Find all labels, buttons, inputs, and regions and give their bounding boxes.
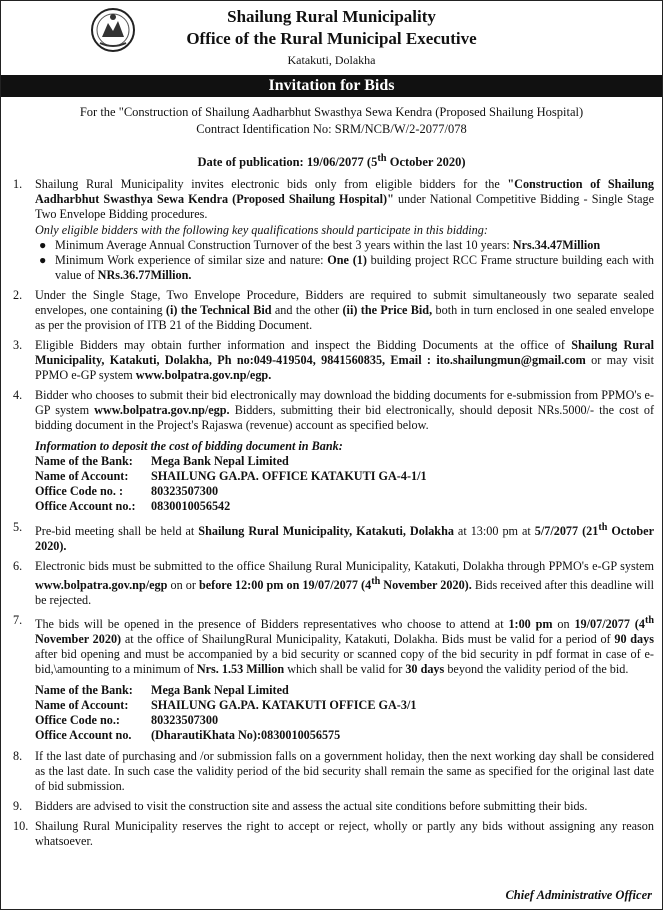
text-items-i5_sup: th: [598, 522, 608, 533]
text-items-i7_h: after bid opening and must be accompanied by a bid security or scanned copy of the bid security in pdf format in case of e-bid,\amounting to a minimum of: [35, 647, 654, 677]
text-items-i7_e: November 2020): [35, 632, 122, 647]
contract-id: Contract Identification No: SRM/NCB/W/2-2077/078: [196, 122, 467, 136]
text-items-i3_d: www.bolpatra.gov.np/egp.: [135, 368, 272, 382]
text-items-i6_c: on or: [167, 578, 199, 593]
clause-3: [13, 338, 654, 383]
text-bank2-rows-1-label: Name of Account:: [35, 698, 129, 713]
text-bank1-rows-0-value: Mega Bank Nepal Limited: [151, 454, 289, 468]
office-subtitle: Office of the Rural Municipal Executive: [186, 29, 477, 48]
qualification-1: ● Minimum Average Annual Construction Turnover of the best 3 years within the last 10 years: Nrs.34.47Million: [39, 238, 601, 252]
text-items-i6_a: Electronic bids must be submitted to the office Shailung Rural Municipality, Katakuti, Dolakha through PPMO's e-GP system: [35, 559, 654, 574]
text-items-i4_a: Bidder who chooses to submit their bid electronically may download the bidding documents for e-submission from PPMO's e-GP system: [35, 388, 654, 417]
text-bank1-rows-3-value: 0830010056542: [151, 499, 231, 513]
text-items-i1_bul2_b: One (1): [327, 253, 367, 267]
text-items-i3_a: Eligible Bidders may obtain further information and inspect the Bidding Documents at the office of: [35, 338, 572, 352]
text-items-i7_k: 30 days: [405, 662, 445, 677]
text-bank2-rows-0-value: Mega Bank Nepal Limited: [151, 683, 289, 698]
bank-row: [35, 683, 654, 698]
text-bank1-rows-1-value: SHAILUNG GA.PA. OFFICE KATAKUTI GA-4-1/1: [151, 469, 427, 483]
text-items-i5_c: at 13:00 pm at: [453, 524, 535, 539]
text-items-i7_a: The bids will be opened in the presence of Bidders representatives who choose to attend at: [35, 617, 509, 632]
publication-date: [1, 153, 662, 170]
text-items-i1_bul1_a: Minimum Average Annual Construction Turnover of the best 3 years within the last 10 years:: [55, 238, 513, 252]
bank-row: [35, 469, 654, 484]
intro: [1, 104, 662, 138]
text-items-i7_c: on: [552, 617, 575, 632]
notice-body: [13, 177, 654, 854]
text-bank2-rows-1-value: SHAILUNG GA.PA. KATAKUTI OFFICE GA-3/1: [151, 698, 417, 713]
qualification-2: ● Minimum Work experience of similar size and nature: One (1) building project RCC Frame structure building each with value of NRs.36.77Million.: [39, 253, 654, 282]
bank-row: [35, 728, 654, 743]
bank-info-heading: Information to deposit the cost of bidding document in Bank:: [35, 439, 343, 453]
text-items-i7_g: 90 days: [614, 632, 654, 647]
text-items-i4_b: www.bolpatra.gov.np/egp.: [94, 403, 230, 417]
text-items-i5_b: Shailung Rural Municipality, Katakuti, Dolakha: [198, 524, 454, 539]
text-items-i5_num: 5.: [13, 520, 23, 534]
clause-10: [13, 819, 654, 849]
text-items-i7_f: at the office of ShailungRural Municipality, Katakuti, Dolakha. Bids must be valid for a period of: [121, 632, 615, 647]
header: [1, 1, 662, 75]
text-bank2-rows-2-value: 80323507300: [151, 713, 219, 728]
bank-row: [35, 713, 654, 728]
text-items-i4_num: 4.: [13, 388, 23, 402]
clause-5: [13, 520, 654, 554]
text-items-i2_e: both in turn enclosed in one sealed envelope as per the provision of ITB 21 of the Bidding Document.: [35, 303, 654, 332]
text-items-i7_b: 1:00 pm: [508, 617, 553, 632]
office-title: Shailung Rural Municipality: [227, 7, 436, 26]
text-items-i5_d: 5/7/2077 (21: [534, 524, 599, 539]
clause-9: [13, 799, 654, 814]
text-items-i2_b: (i) the Technical Bid: [165, 303, 272, 317]
text-items-i3_b: Shailung Rural Municipality, Katakuti, Dolakha, Ph no:049-419504, 9841560835, Email : ito.shailungmun@gmail.com: [35, 338, 654, 367]
text-items-i6_num: 6.: [13, 559, 23, 574]
text-bank1-rows-1-label: Name of Account:: [35, 469, 129, 483]
text-items-i1_bul2_c: building project RCC Frame structure building each with value of: [55, 253, 654, 282]
text-items-i1_a: Shailung Rural Municipality invites electronic bids only from eligible bidders for the: [35, 177, 508, 191]
text-items-i6_f: Bids received after this deadline will be rejected.: [35, 578, 655, 608]
text-items-i6_b: www.bolpatra.gov.np/egp: [35, 578, 168, 593]
project-title: For the "Construction of Shailung Aadharbhut Swasthya Sewa Kendra (Proposed Shailung Hospital): [79, 105, 584, 119]
bank-row: [35, 698, 654, 713]
text-items-i4_c: Bidders, submitting their bid electronically, should deposit NRs.5000/- the cost of bidding document in the Project's Rajaswa (revenue) account as specified below.: [35, 403, 654, 432]
text-items-i1_b: "Construction of Shailung Aadharbhut Swasthya Sewa Kendra (Proposed Shailung Hospital)": [35, 177, 654, 206]
text-bank1-rows-0-label: Name of the Bank:: [35, 454, 133, 468]
text-items-i10_num: 10.: [13, 819, 29, 834]
text-items-i9: Bidders are advised to visit the construction site and assess the actual site conditions before submitting their bids.: [35, 799, 588, 814]
text-items-i2_a: Under the Single Stage, Two Envelope Procedure, Bidders are required to submit simultaneously two separate sealed envelopes, one containing: [35, 288, 654, 317]
text-items-i6_d: before 12:00 pm on 19/07/2077 (4: [198, 578, 372, 593]
text-items-i7_sup: th: [644, 615, 654, 627]
text-bank1-rows-2-label: Office Code no. :: [35, 484, 124, 498]
text-intro-date_sup: th: [377, 153, 387, 164]
text-items-i1_num: 1.: [13, 177, 23, 191]
bank-info-1: [35, 439, 654, 514]
office-location: Katakuti, Dolakha: [287, 53, 376, 67]
text-items-i1_bul1_b: Nrs.34.47Million: [512, 238, 601, 252]
text-items-i6_sup: th: [371, 576, 381, 588]
text-items-i7_d: 19/07/2077 (4: [574, 617, 645, 632]
bank-row: [35, 484, 654, 499]
text-items-i1_c: under National Competitive Bidding - Single Stage Two Envelope Bidding procedures.: [35, 192, 655, 221]
bank-row: [35, 454, 654, 469]
text-bank2-rows-3-value: (DharautiKhata No):0830010056575: [151, 728, 341, 743]
clause-2: [13, 288, 654, 333]
text-items-i9_num: 9.: [13, 799, 23, 814]
text-items-i3_num: 3.: [13, 338, 23, 352]
text-bank1-rows-2-value: 80323507300: [151, 484, 219, 498]
text-intro-date_suffix: October 2020): [386, 155, 466, 170]
clause-6: [13, 559, 654, 608]
signature: Chief Administrative Officer: [505, 888, 652, 902]
text-bank1-rows-3-label: Office Account no.:: [35, 499, 136, 513]
clause-1: [13, 177, 654, 283]
text-bank2-rows-3-label: Office Account no.: [35, 728, 132, 743]
notice-banner: Invitation for Bids: [1, 75, 662, 97]
text-bank2-rows-0-label: Name of the Bank:: [35, 683, 133, 698]
bank-row: [35, 499, 654, 514]
text-items-i2_d: (ii) the Price Bid,: [342, 303, 433, 317]
bank-info-2: [35, 683, 654, 743]
text-items-i7_j: which shall be valid for: [284, 662, 406, 677]
text-items-i7_num: 7.: [13, 613, 23, 628]
text-items-i1_bul2_a: Minimum Work experience of similar size and nature:: [55, 253, 328, 267]
clause-8: [13, 749, 654, 794]
text-items-i1_bul2_d: NRs.36.77Million.: [97, 268, 192, 282]
clause-7: [13, 613, 654, 677]
text-bank2-rows-2-label: Office Code no.:: [35, 713, 120, 728]
text-items-i10: Shailung Rural Municipality reserves the right to accept or reject, wholly or partly any bids without assigning any reason whatsoever.: [35, 819, 654, 849]
text-items-i7_i: Nrs. 1.53 Million: [196, 662, 285, 677]
clause-4: [13, 388, 654, 433]
text-items-i6_e: November 2020).: [380, 578, 472, 593]
text-items-i5_e: October 2020).: [35, 524, 654, 554]
text-items-i2_num: 2.: [13, 288, 23, 302]
text-items-i8: If the last date of purchasing and /or submission falls on a government holiday, then the next working day shall be considered as the last date. In such case the validity period of the bid security shall remain the same as specified for the original last date of bid submission.: [35, 749, 654, 794]
text-items-i3_c: or may visit PPMO e-GP system: [35, 353, 655, 382]
text-items-i2_c: and the other: [271, 303, 343, 317]
text-items-i5_a: Pre-bid meeting shall be held at: [35, 524, 199, 539]
text-intro-date_prefix: Date of publication: 19/06/2077 (5: [197, 155, 378, 170]
qualification-intro: Only eligible bidders with the following key qualifications should participate in this bidding:: [35, 223, 488, 237]
text-items-i8_num: 8.: [13, 749, 23, 764]
text-items-i7_l: beyond the validity period of the bid.: [444, 662, 629, 677]
